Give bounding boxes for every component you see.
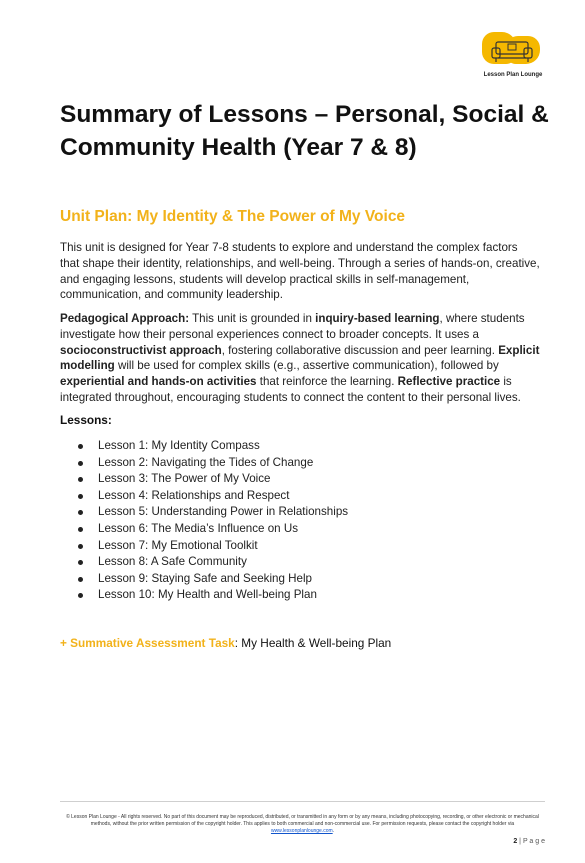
lessons-label: Lessons: xyxy=(60,413,112,427)
list-item xyxy=(78,554,348,571)
lesson-title: Lesson 9: Staying Safe and Seeking Help xyxy=(98,571,312,585)
list-item xyxy=(78,438,348,455)
approach-emphasis: socioconstructivist approach xyxy=(60,343,222,357)
list-item xyxy=(78,587,348,604)
bullet-icon xyxy=(78,577,83,582)
copyright-end: . xyxy=(332,828,335,834)
approach-emphasis: experiential and hands-on activities xyxy=(60,375,257,389)
approach-label: Pedagogical Approach: xyxy=(60,312,190,325)
copyright-text: © Lesson Plan Lounge - All rights reserved. No part of this document may be reproduced, distributed, or transmitted in any form or by any means, including photocopying, recording, or other electronic or mechanical methods, without the prior written permission of the copyright holder. This applies to both commercial and non-commercial use. For permission requests, please contact the copyright holder via xyxy=(66,814,539,827)
pedagogical-approach xyxy=(60,311,540,406)
assessment-title: : My Health & Well-being Plan xyxy=(234,636,392,650)
lesson-title: Lesson 8: A Safe Community xyxy=(98,555,247,569)
bullet-icon xyxy=(78,461,83,466)
bullet-icon xyxy=(78,593,83,598)
lesson-title: Lesson 2: Navigating the Tides of Change xyxy=(98,455,314,469)
list-item xyxy=(78,538,348,555)
document-title: Summary of Lessons – Personal, Social & Community Health (Year 7 & 8) xyxy=(60,101,549,161)
bullet-icon xyxy=(78,444,83,449)
website-link[interactable]: www.lessonplanlounge.com xyxy=(270,828,333,834)
approach-text: that reinforce the learning. xyxy=(256,375,398,389)
logo xyxy=(478,30,548,90)
bullet-icon xyxy=(78,544,83,549)
approach-text: is integrated throughout, encouraging students to connect the content to their personal lives. xyxy=(60,375,521,404)
page-number-value: 2 xyxy=(513,838,518,845)
bullet-icon xyxy=(78,560,83,565)
unit-title: Unit Plan: My Identity & The Power of My Voice xyxy=(60,208,406,225)
list-item xyxy=(78,455,348,472)
summative-assessment xyxy=(60,636,391,650)
approach-emphasis: inquiry-based learning xyxy=(315,312,440,325)
armchair-icon xyxy=(490,38,534,64)
approach-emphasis: Explicit modelling xyxy=(60,343,540,373)
list-item xyxy=(78,504,348,521)
lessons-list xyxy=(78,438,348,604)
approach-text: , fostering collaborative discussion and peer learning. xyxy=(221,343,499,357)
lesson-title: Lesson 7: My Emotional Toolkit xyxy=(98,538,258,552)
lesson-title: Lesson 1: My Identity Compass xyxy=(98,439,260,452)
bullet-icon xyxy=(78,510,83,515)
lesson-title: Lesson 10: My Health and Well-being Plan xyxy=(98,588,317,602)
lesson-title: Lesson 6: The Media’s Influence on Us xyxy=(98,521,299,535)
approach-emphasis: Reflective practice xyxy=(397,375,501,389)
list-item xyxy=(78,471,348,488)
lesson-title: Lesson 5: Understanding Power in Relationships xyxy=(98,505,349,519)
approach-text: will be used for complex skills (e.g., assertive communication), followed by xyxy=(114,359,499,373)
bullet-icon xyxy=(78,494,83,499)
bullet-icon xyxy=(78,527,83,532)
logo-text: Lesson Plan Lounge xyxy=(483,72,543,78)
page-label: P a g e xyxy=(522,838,545,845)
bullet-icon xyxy=(78,477,83,482)
assessment-label: + Summative Assessment Task xyxy=(60,636,235,650)
list-item xyxy=(78,571,348,588)
page-number xyxy=(513,838,545,845)
footer-divider xyxy=(60,801,545,802)
page-separator: | xyxy=(517,838,523,845)
list-item xyxy=(78,521,348,538)
unit-intro: This unit is designed for Year 7-8 students to explore and understand the complex factors that shape their identity, relationships, and well-being. Through a series of hands-on, creative, and engaging lessons, students will develop practical skills in self-management, communication, and community leadership. xyxy=(60,241,540,302)
copyright-footer xyxy=(60,814,545,835)
lesson-title: Lesson 3: The Power of My Voice xyxy=(98,472,271,486)
approach-text: , where students investigate how their personal experiences connect to broader concepts. It uses a xyxy=(60,312,525,341)
lesson-title: Lesson 4: Relationships and Respect xyxy=(98,488,290,502)
approach-text: This unit is grounded in xyxy=(189,312,316,325)
list-item xyxy=(78,488,348,505)
